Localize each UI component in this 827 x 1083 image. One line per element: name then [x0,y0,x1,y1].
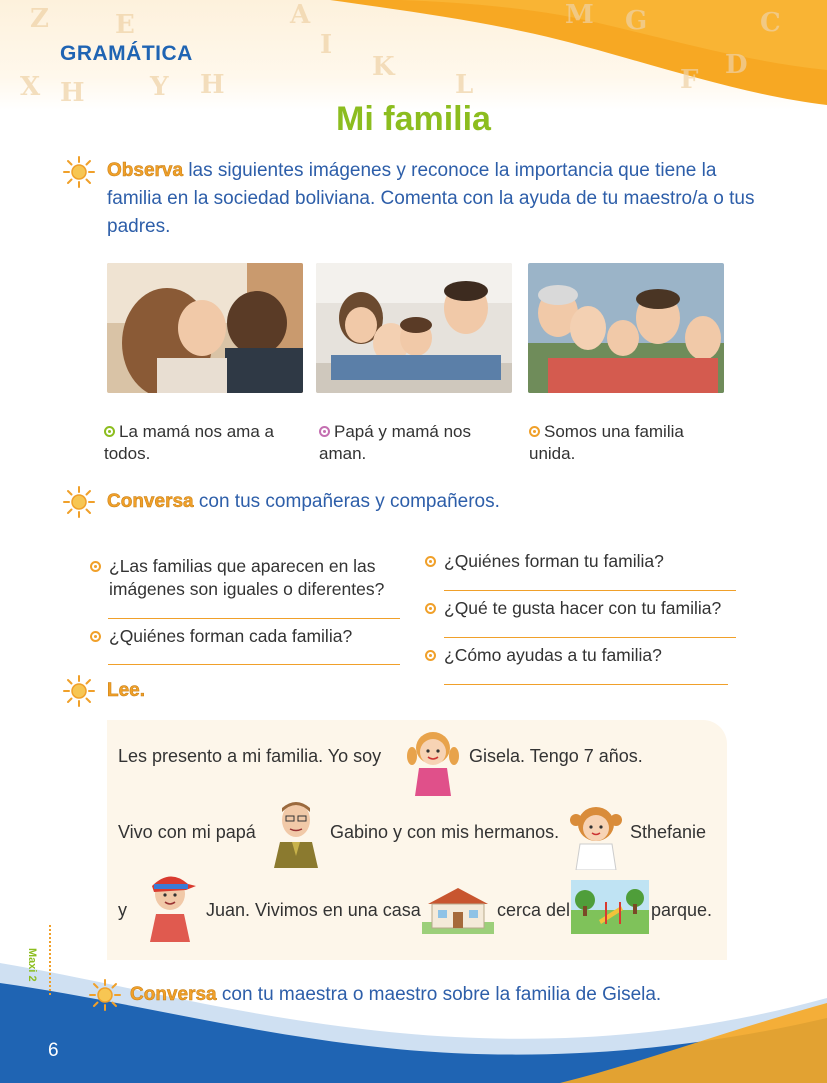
question-item [425,550,755,573]
read-text: Gabino y con mis hermanos. [330,822,560,842]
bullet-icon [90,561,101,572]
answer-line[interactable] [444,637,736,638]
question-item [425,644,755,667]
caption-text: Papá y mamá nos aman. [319,422,472,463]
brand-label: Maxi 2 [26,948,38,982]
decor-letter: F [680,65,699,95]
girl-sthefanie-icon [566,800,626,870]
answer-line[interactable] [444,684,728,685]
answer-line[interactable] [108,664,400,665]
page-number: 6 [48,1040,59,1061]
caption-1 [104,421,294,465]
read-keyword: Lee. [107,680,146,701]
read-text: y [118,900,127,920]
observe-keyword: Observa [107,160,184,181]
sun-icon [62,674,96,708]
decor-letter: I [320,30,333,60]
decor-letter: L [455,70,474,100]
decor-letter: M [565,0,594,30]
read-text: Sthefanie [630,822,707,842]
photo-mother-kiss [107,263,303,393]
caption-text: La mamá nos ama a todos. [104,422,274,463]
read-text: Gisela. Tengo 7 años. [469,746,643,766]
photo-extended-family [528,263,724,393]
question-text: ¿Quiénes forman tu familia? [444,551,664,571]
bullet-icon [425,556,436,567]
converse-keyword: Conversa [107,491,194,512]
converse-instruction [107,488,767,516]
observe-instruction [107,157,767,241]
caption-text: Somos una familia unida. [529,422,684,463]
read-text: Vivo con mi papá [118,822,256,842]
question-text: ¿Quiénes forman cada familia? [109,626,353,646]
question-text: ¿Qué te gusta hacer con tu familia? [444,598,722,618]
read-text: parque. [651,900,713,920]
converse-instruction-2 [130,981,770,1009]
decor-letter: D [725,50,748,80]
park-icon [571,880,649,934]
converse-text: con tus compañeras y compañeros. [193,491,500,512]
converse-text: con tu maestra o maestro sobre la familia de Gisela. [216,984,662,1005]
converse-keyword: Conversa [130,984,217,1005]
question-item [425,597,765,620]
read-text: cerca del [497,900,571,920]
bullet-icon [425,603,436,614]
photo-family-floor [316,263,512,393]
girl-gisela-icon [403,726,463,798]
decor-letter: H [60,78,85,108]
decor-letter: X [20,72,41,102]
sun-icon [62,155,96,189]
page-title: Mi familia [336,100,491,138]
footer-wave [0,943,827,1083]
answer-line[interactable] [108,618,400,619]
decor-letter: Z [30,4,49,34]
caption-2 [319,421,499,465]
question-item [90,555,405,599]
answer-line[interactable] [444,590,736,591]
house-icon [422,884,494,934]
father-gabino-icon [266,796,326,868]
decor-letter: C [760,8,781,38]
sun-icon [88,978,122,1012]
decor-letter: E [115,10,135,40]
bullet-icon [104,426,115,437]
decor-letter: K [372,52,395,82]
decor-letter: A [290,0,311,30]
sun-icon [62,485,96,519]
bullet-icon [90,631,101,642]
question-item [90,625,405,648]
read-text: Les presento a mi familia. Yo soy [118,746,382,766]
side-dots [49,925,53,995]
question-text: ¿Cómo ayudas a tu familia? [444,645,662,665]
bullet-icon [425,650,436,661]
read-instruction [107,677,145,705]
bullet-icon [529,426,540,437]
read-text: Juan. Vivimos en una casa [206,900,421,920]
decor-letter: G [625,6,648,36]
observe-text: las siguientes imágenes y reconoce la importancia que tiene la familia en la sociedad boliviana. Comenta con la ayuda de tu maestro/a o tus padres. [107,160,755,237]
bullet-icon [319,426,330,437]
decor-letter: H [200,70,225,100]
question-text: ¿Las familias que aparecen en las imágenes son iguales o diferentes? [109,556,385,599]
decor-letter: Y [150,72,169,102]
boy-juan-icon [140,866,200,942]
caption-3 [529,421,719,465]
section-label: GRAMÁTICA [60,42,193,65]
